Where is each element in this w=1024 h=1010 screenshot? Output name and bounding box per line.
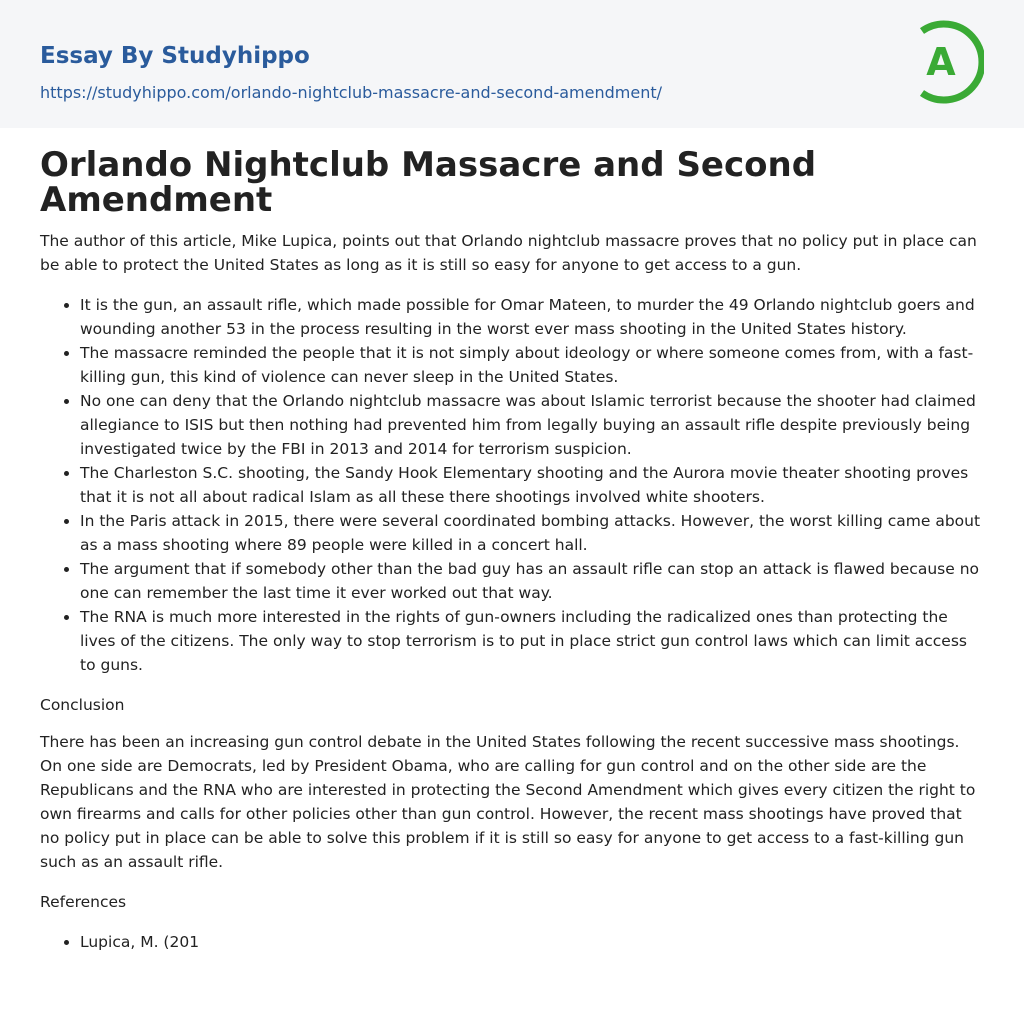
page-title: Orlando Nightclub Massacre and Second Amendment xyxy=(40,145,817,220)
list-item: • The RNA is much more interested in the rights of gun-owners including the radicalized ones than protecting the lives of the citizens. The only way to stop terrorism is to put in place strict gun control laws which can limit access to guns. xyxy=(80,605,984,677)
key-points-list xyxy=(40,293,984,677)
list-item: • Lupica, M. (201 xyxy=(80,930,984,954)
references-heading: References xyxy=(40,893,127,911)
intro-paragraph: The author of this article, Mike Lupica, points out that Orlando nightclub massacre proves that no policy put in place can be able to protect the United States as long as it is still so easy for anyone to get access to a gun. xyxy=(40,232,977,274)
list-item: • In the Paris attack in 2015, there were several coordinated bombing attacks. However, the worst killing came about as a mass shooting where 89 people were killed in a concert hall. xyxy=(80,509,984,557)
list-item: • The Charleston S.C. shooting, the Sandy Hook Elementary shooting and the Aurora movie theater shooting proves that it is not all about radical Islam as all these there shootings involved white shooters. xyxy=(80,461,984,509)
logo-letter: A xyxy=(926,40,956,84)
conclusion-paragraph: There has been an increasing gun control debate in the United States following the recent successive mass shootings. On one side are Democrats, led by President Obama, who are calling for gun control and on the other side are the Republicans and the RNA who are interested in protecting the Second Amendment which gives every citizen the right to own firearms and calls for other policies other than gun control. However, the recent mass shootings have proved that no policy put in place can be able to solve this problem if it is still so easy for anyone to get access to a fast-killing gun such as an assault rifle. xyxy=(40,733,976,871)
source-url-link[interactable]: https://studyhippo.com/orlando-nightclub-massacre-and-second-amendment/ xyxy=(40,83,663,102)
conclusion-heading: Conclusion xyxy=(40,696,125,714)
list-item: • It is the gun, an assault rifle, which made possible for Omar Mateen, to murder the 49 Orlando nightclub goers and wounding another 53 in the process resulting in the worst ever mass shooting in the United States history. xyxy=(80,293,984,341)
page-header xyxy=(0,0,1024,128)
references-list xyxy=(40,930,984,954)
list-item: • The massacre reminded the people that it is not simply about ideology or where someone comes from, with a fast-killing gun, this kind of violence can never sleep in the United States. xyxy=(80,341,984,389)
list-item: • The argument that if somebody other than the bad guy has an assault rifle can stop an attack is flawed because no one can remember the last time it ever worked out that way. xyxy=(80,557,984,605)
studyhippo-logo-icon[interactable] xyxy=(914,19,984,105)
brand-title: Essay By Studyhippo xyxy=(40,43,310,69)
list-item: • No one can deny that the Orlando nightclub massacre was about Islamic terrorist because the shooter had claimed allegiance to ISIS but then nothing had prevented him from legally buying an assault rifle despite previously being investigated twice by the FBI in 2013 and 2014 for terrorism suspicion. xyxy=(80,389,984,461)
article-content xyxy=(0,145,1024,954)
